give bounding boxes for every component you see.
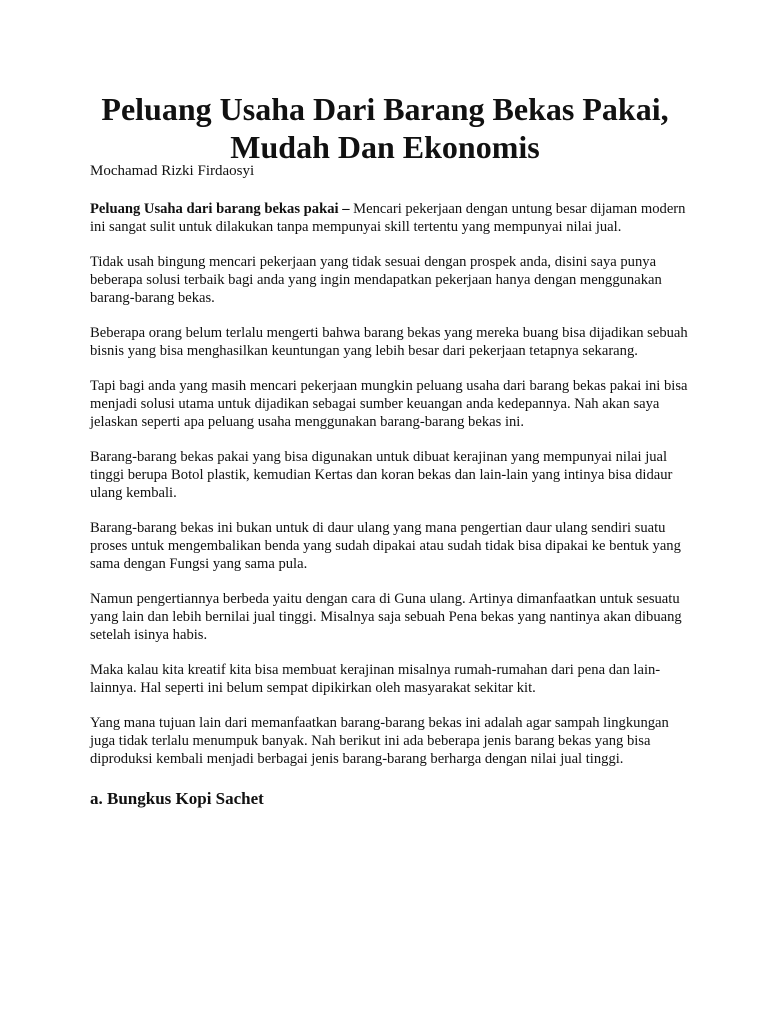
- paragraph-5: Barang-barang bekas ini bukan untuk di daur ulang yang mana pengertian daur ulang sendiri suatu proses untuk mengembalikan benda yang sudah dipakai atau sudah tidak bisa dipakai ke bentuk yang sama dengan Fungsi yang sama pula.: [90, 520, 681, 572]
- section-heading: a. Bungkus Kopi Sachet: [90, 789, 264, 808]
- paragraph-6: Namun pengertiannya berbeda yaitu dengan cara di Guna ulang. Artinya dimanfaatkan untuk sesuatu yang lain dan lebih bernilai jual tinggi. Misalnya saja sebuah Pena bekas yang nantinya akan dibuang setelah isinya habis.: [90, 591, 682, 643]
- intro-bold-lead: Peluang Usaha dari barang bekas pakai –: [90, 201, 350, 217]
- author-name: Mochamad Rizki Firdaosyi: [90, 163, 255, 179]
- intro-text: Mencari pekerjaan dengan untung besar dijaman modern ini sangat sulit untuk dilakukan tanpa mempunyai skill tertentu yang mempunyai nilai jual.: [90, 201, 686, 235]
- paragraph-3: Tapi bagi anda yang masih mencari pekerjaan mungkin peluang usaha dari barang bekas pakai ini bisa menjadi solusi utama untuk dijadikan sebagai sumber keuangan anda kedepannya. Nah akan saya jelaskan seperti apa peluang usaha menggunakan barang-barang bekas ini.: [90, 378, 688, 430]
- paragraph-1: Tidak usah bingung mencari pekerjaan yang tidak sesuai dengan prospek anda, disini saya punya beberapa solusi terbaik bagi anda yang ingin mendapatkan pekerjaan hanya dengan menggunakan barang-barang bekas.: [90, 254, 662, 306]
- article-body: [90, 200, 690, 809]
- paragraph-7: Maka kalau kita kreatif kita bisa membuat kerajinan misalnya rumah-rumahan dari pena dan lain-lainnya. Hal seperti ini belum sempat dipikirkan oleh masyarakat sekitar kit.: [90, 662, 661, 696]
- paragraph-8: Yang mana tujuan lain dari memanfaatkan barang-barang bekas ini adalah agar sampah lingkungan juga tidak terlalu menumpuk banyak. Nah berikut ini ada beberapa jenis barang bekas yang bisa diproduksi kembali menjadi berbagai jenis barang-barang berharga dengan nilai jual tinggi.: [90, 715, 669, 767]
- document-title: [60, 90, 710, 166]
- title-line-1: Peluang Usaha Dari Barang Bekas Pakai,: [101, 91, 669, 127]
- paragraph-4: Barang-barang bekas pakai yang bisa digunakan untuk dibuat kerajinan yang mempunyai nilai jual tinggi berupa Botol plastik, kemudian Kertas dan koran bekas dan lain-lain yang intinya bisa didaur ulang kembali.: [90, 449, 673, 501]
- intro-paragraph: [90, 200, 690, 236]
- title-line-2: Mudah Dan Ekonomis: [230, 129, 540, 165]
- paragraph-2: Beberapa orang belum terlalu mengerti bahwa barang bekas yang mereka buang bisa dijadikan sebuah bisnis yang bisa menghasilkan keuntungan yang lebih besar dari pekerjaan tetapnya sekarang.: [90, 325, 688, 359]
